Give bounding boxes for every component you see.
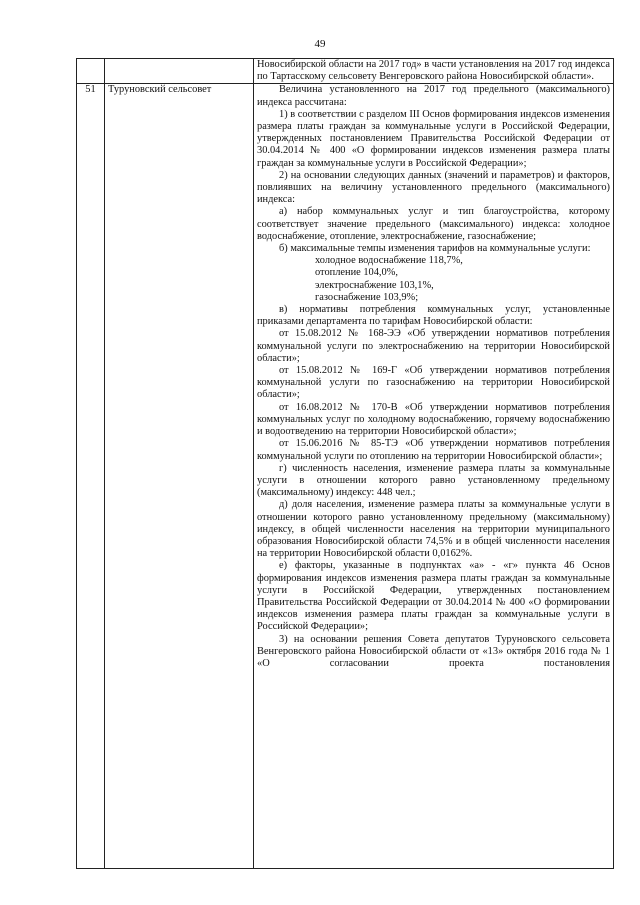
table-row bbox=[77, 59, 614, 84]
tariff-item: холодное водоснабжение 118,7%, bbox=[315, 255, 463, 267]
paragraph: 1) в соответствии с разделом III Основ формирования индексов изменения размера платы граждан за коммунальные услуги в Российской Федерации, утвержденных постановлением Правительства Российской Федерации от 30.04.2014 № 400 «О формировании индексов изменения размера платы граждан за коммунальные услуги в Российской Федерации»; bbox=[257, 108, 610, 169]
paragraph: в) нормативы потребления коммунальных услуг, установленные приказами департамента по тарифам Новосибирской области: bbox=[257, 304, 610, 328]
tariff-item: электроснабжение 103,1%, bbox=[315, 279, 434, 291]
row-number: 51 bbox=[77, 84, 105, 869]
paragraph: от 15.08.2012 № 169-Г «Об утверждении нормативов потребления коммунальной услуги по газоснабжению на территории Новосибирской области»; bbox=[257, 365, 610, 401]
tariff-item: газоснабжение 103,9%; bbox=[315, 291, 419, 303]
page-number: 49 bbox=[314, 38, 326, 50]
municipality-name bbox=[105, 59, 254, 84]
paragraph: от 15.06.2016 № 85-ТЭ «Об утверждении нормативов потребления коммунальной услуги по отоплению на территории Новосибирской области»; bbox=[257, 438, 610, 462]
paragraph: а) набор коммунальных услуг и тип благоустройства, которому соответствует значение предельного (максимального) индекса: холодное водоснабжение, отопление, электроснабжение, газоснабжение; bbox=[257, 206, 610, 242]
paragraph: г) численность населения, изменение размера платы за коммунальные услуги в отношении которого равно установленному предельному (максимальному) индексу: 448 чел.; bbox=[257, 462, 610, 499]
paragraph: 3) на основании решения Совета депутатов Туруновского сельсовета Венгеровского района Новосибирской области от «13» октября 2016 года № 1 «О согласовании проекта постановления bbox=[257, 633, 610, 669]
paragraph: б) максимальные темпы изменения тарифов на коммунальные услуги: bbox=[279, 243, 591, 255]
paragraph: д) доля населения, изменение размера платы за коммунальные услуги в отношении которого равно установленному предельному (максимальному) индексу, в общей численности населения на территории муниципального образования Новосибирской области 74,5% и в общей численности населения на территории Новосибирской области 0,0162%. bbox=[257, 499, 610, 560]
justification-text bbox=[254, 84, 614, 869]
justification-text bbox=[254, 59, 614, 84]
paragraph: от 15.08.2012 № 168-ЭЭ «Об утверждении нормативов потребления коммунальной услуги по электроснабжению на территории Новосибирской области»; bbox=[257, 328, 610, 364]
paragraph: 2) на основании следующих данных (значений и параметров) и факторов, повлиявших на величину установленного предельного (максимального) индекса: bbox=[257, 169, 610, 206]
index-table bbox=[76, 58, 614, 869]
table-row bbox=[77, 84, 614, 869]
tariff-item: отопление 104,0%, bbox=[315, 267, 398, 279]
row-number bbox=[77, 59, 105, 84]
paragraph: Величина установленного на 2017 год предельного (максимального) индекса рассчитана: bbox=[257, 84, 610, 108]
municipality-name: Туруновский сельсовет bbox=[105, 84, 254, 869]
paragraph: е) факторы, указанные в подпунктах «а» - «г» пункта 46 Основ формирования индексов изменения размера платы граждан за коммунальные услуги в Российской Федерации, утвержденных постановлением Правительства Российской Федерации от 30.04.2014 № 400 «О формировании индексов изменения размера платы граждан за коммунальные услуги в Российской Федерации»; bbox=[257, 560, 610, 633]
paragraph: Новосибирской области на 2017 год» в части установления на 2017 год индекса по Тартасскому сельсовету Венгеровского района Новосибирской области». bbox=[257, 59, 610, 83]
paragraph: от 16.08.2012 № 170-В «Об утверждении нормативов потребления коммунальных услуг по холодному водоснабжению, горячему водоснабжению и водоотведению на территории Новосибирской области»; bbox=[257, 401, 610, 438]
